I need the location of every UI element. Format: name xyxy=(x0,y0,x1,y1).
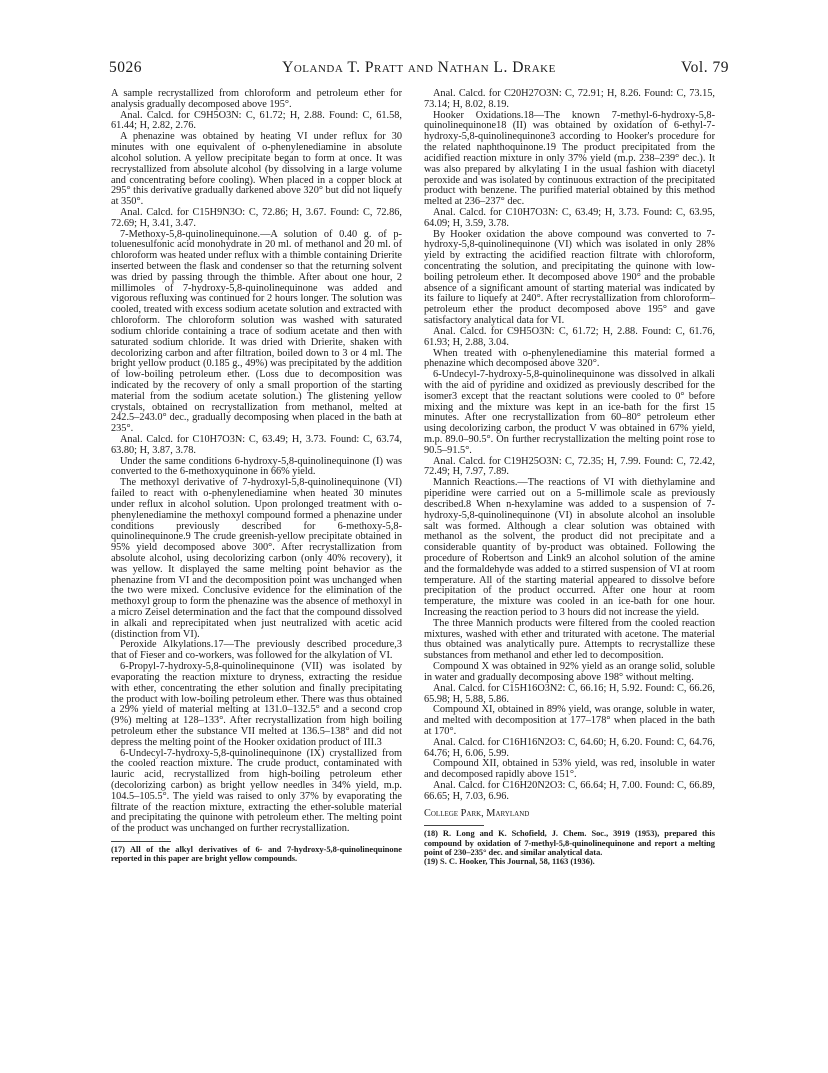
paragraph: The three Mannich products were filtered from the cooled reaction mixtures, washed with ether and triturated with acetone. The material thus obtained was analytically pure. Attempts to recrystallize these substances from methanol and ether led to decomposition. xyxy=(424,617,715,662)
footnote-rule xyxy=(111,841,171,842)
page-header xyxy=(109,59,729,81)
analysis-paragraph: Anal. Calcd. for C20H27O3N: C, 72.91; H, 8.26. Found: C, 73.15, 73.14; H, 8.02, 8.19. xyxy=(424,88,715,110)
analysis-paragraph: Anal. Calcd. for C19H25O3N: C, 72.35; H, 7.99. Found: C, 72.42, 72.49; H, 7.97, 7.89. xyxy=(424,455,715,478)
analysis-paragraph: Anal. Calcd. for C10H7O3N: C, 63.49; H, 3.73. Found: C, 63.74, 63.80; H, 3.87, 3.78. xyxy=(111,434,402,456)
footnote-rule xyxy=(424,825,484,826)
analysis-paragraph: Anal. Calcd. for C15H16O3N2: C, 66.16; H, 5.92. Found: C, 66.26, 65.98; H, 5.88, 5.86. xyxy=(424,682,715,705)
paragraph: Compound XI, obtained in 89% yield, was orange, soluble in water, and melted with decomposition at 177–178° when placed in the bath at 170°. xyxy=(424,704,715,737)
right-column xyxy=(424,89,715,867)
paragraph: Under the same conditions 6-hydroxy-5,8-quinolinequinone (I) was converted to the 6-methoxyquinone in 66% yield. xyxy=(111,455,402,478)
paragraph: Compound X was obtained in 92% yield as an orange solid, soluble in water and gradually decomposing above 198° without melting. xyxy=(424,661,715,683)
paragraph: The methoxyl derivative of 7-hydroxyl-5,8-quinolinequinone (VI) failed to react with o-phenylenediamine when heated 30 minutes under reflux in alcohol solution. Upon prolonged treatment with o-phenylenediamine the methoxyl compound formed a phenazine under conditions previously described for 6-methoxy-5,8-quinolinequinone.9 The crude greenish-yellow precipitate obtained in 95% yield decomposed above 300°. After recrystallization from absolute alcohol, using decolorizing carbon (only 40% recovery), it was yellow. It displayed the same melting point behavior as the phenazine from VI and the decomposition point was unchanged when the two were mixed. Conclusive evidence for the elimination of the methoxyl group to form the phenazine was the absence of methoxyl in a micro Zeisel determination and the fact that the compound dissolved in alkali and reprecipitated when just neutralized with acetic acid (distinction from VI). xyxy=(111,477,402,640)
volume-number: Vol. 79 xyxy=(680,59,729,76)
analysis-paragraph: Anal. Calcd. for C16H20N2O3: C, 66.64; H, 7.00. Found: C, 66.89, 66.65; H, 7.03, 6.96. xyxy=(424,780,715,802)
left-column xyxy=(111,89,402,864)
section-paragraph: Mannich Reactions.—The reactions of VI with diethylamine and piperidine were carried out on a 5-millimole scale as previously described.8 When n-hexylamine was added to a suspension of 7-hydroxy-5,8-quinolinequinone (VI) in absolute alcohol an insoluble salt was formed. Although a clear solution was obtained with methanol as the solvent, the product did not precipitate and a considerable quantity of by-product was obtained. Following the procedure of Robertson and Link9 an alcohol solution of the amine and the formaldehyde was added to a stirred suspension of VI at room temperature. All of the starting material appeared to dissolve before precipitation of the product occurred. After one hour at room temperature, the mixture was cooled in an ice-bath for one hour. Increasing the reaction period to 3 hours did not increase the yield. xyxy=(424,477,715,618)
paragraph: 6-Undecyl-7-hydroxy-5,8-quinolinequinone (IX) crystallized from the cooled reaction mixture. The crude product, contaminated with lauric acid, recrystallized from high-boiling petroleum ether (decolorizing carbon) as bright yellow needles in 34% yield, m.p. 104.5–105.5°. The yield was raised to only 37% by evaporating the filtrate of the reaction mixture, extracting the ether-soluble material and precipitating the quinone with petroleum ether. The melting point of the product was unchanged on further recrystallization. xyxy=(111,747,402,835)
running-authors: Yolanda T. Pratt and Nathan L. Drake xyxy=(282,59,556,76)
paragraph: When treated with o-phenylenediamine this material formed a phenazine which decomposed above 320°. xyxy=(424,347,715,370)
paragraph: 6-Undecyl-7-hydroxy-5,8-quinolinequinone was dissolved in alkali with the aid of pyridine and oxidized as previously described for the isomer3 except that the reactant solutions were cooled to 0° before mixing and the mixture was kept in an ice-bath for the first 15 minutes. After one recrystallization from 60–80° petroleum ether using decolorizing carbon, the product V was obtained in 67% yield, m.p. 89.0–90.5°. On further recrystallization the melting point rose to 90.5–91.5°. xyxy=(424,369,715,456)
paragraph: Compound XII, obtained in 53% yield, was red, insoluble in water and decomposed rapidly above 151°. xyxy=(424,758,715,781)
location-line: College Park, Maryland xyxy=(424,807,530,819)
analysis-paragraph: Anal. Calcd. for C16H16N2O3: C, 64.60; H, 6.20. Found: C, 64.76, 64.76; H, 6.06, 5.99. xyxy=(424,736,715,759)
paragraph: 6-Propyl-7-hydroxy-5,8-quinolinequinone (VII) was isolated by evaporating the reaction mixture to dryness, extracting the residue with ether, concentrating the ether solution and finally precipitating the product with low-boiling petroleum ether. There was thus obtained a 29% yield of material melting at 131.0–132.5° and a second crop (9%) melting at 128–133°. After recrystallization from high boiling petroleum ether the substance VII melted at 136.5–138° and did not depress the melting point of the Hooker oxidation product of III.3 xyxy=(111,661,402,748)
footnote: (17) All of the alkyl derivatives of 6- and 7-hydroxy-5,8-quinolinequinone reported in this paper are bright yellow compounds. xyxy=(111,845,402,864)
analysis-paragraph: Anal. Calcd. for C9H5O3N: C, 61.72; H, 2.88. Found: C, 61.76, 61.93; H, 2.88, 3.04. xyxy=(424,325,715,348)
paragraph: A sample recrystallized from chloroform and petroleum ether for analysis gradually decomposed above 195°. xyxy=(111,88,402,110)
paragraph: A phenazine was obtained by heating VI under reflux for 30 minutes with one equivalent of o-phenylenediamine in absolute alcohol solution. A yellow precipitate began to form at once. It was recrystallized from absolute alcohol (by dissolving in a large volume and concentrating before cooling). When placed in a copper block at 295° this derivative gradually darkened above 320° but did not liquefy at 350°. xyxy=(111,131,402,208)
paragraph: By Hooker oxidation the above compound was converted to 7-hydroxy-5,8-quinolinequinone (VI) which was isolated in only 28% yield by extracting the acidified reaction filtrate with chloroform, concentrating the solution, and precipitating the quinone with low-boiling petroleum ether. It decomposed above 190° and the probable absence of a significant amount of starting material was indicated by its failure to liquefy at 240°. After recrystallization from chloroform–petroleum ether the product decomposed above 195° and gave satisfactory analytical data for VI. xyxy=(424,228,715,327)
section-paragraph: Peroxide Alkylations.17—The previously described procedure,3 that of Fieser and co-workers, was followed for the alkylation of VI. xyxy=(111,639,402,662)
section-paragraph: Hooker Oxidations.18—The known 7-methyl-6-hydroxy-5,8-quinolinequinone18 (II) was obtained by oxidation of 6-ethyl-7-hydroxy-5,8-quinolinequinone3 according to Hooker's procedure for the related naphthoquinone.19 The product precipitated from the acidified reaction mixture in only 37% yield (m.p. 238–239° dec.). It was also prepared by alkylating I in the usual fashion with diacetyl peroxide and was isolated by continuous extraction of the precipitated product with benzene. The purified material obtained by this method melted at 236–237° dec. xyxy=(424,109,715,208)
section-paragraph: 7-Methoxy-5,8-quinolinequinone.—A solution of 0.40 g. of p-toluenesulfonic acid monohydrate in 20 ml. of methanol and 20 ml. of chloroform was heated under reflux with a thimble containing Drierite inserted between the flask and condenser so that the returning solvent was dried by passing through the thimble. After about one hour, 2 millimoles of 7-hydroxy-5,8-quinolinequinone was added and vigorous refluxing was continued for 2 hours longer. The solution was cooled, treated with excess sodium acetate solution and extracted with chloroform. The chloroform solution was washed with saturated sodium chloride containing a trace of sodium acetate and then with saturated sodium chloride. It was dried with Drierite, shaken with decolorizing carbon and after filtration, boiled down to 3 or 4 ml. The bright yellow product (0.185 g., 49%) was precipitated by the addition of low-boiling petroleum ether. (Loss due to decomposition was indicated by the recovery of only a small proportion of the starting material from the sodium acetate solution.) The glistening yellow crystals, obtained on recrystallization from methanol, melted at 242.5–243.0° dec., gradually decomposing when placed in the bath at 235°. xyxy=(111,228,402,435)
footnote: (18) R. Long and K. Schofield, J. Chem. Soc., 3919 (1953), prepared this compound by oxidation of 7-methyl-5,8-quinolinequinone and report a melting point of 230–235° dec. and similar analytical data. xyxy=(424,829,715,858)
analysis-paragraph: Anal. Calcd. for C15H9N3O: C, 72.86; H, 3.67. Found: C, 72.86, 72.69; H, 3.41, 3.47. xyxy=(111,206,402,229)
analysis-paragraph: Anal. Calcd. for C9H5O3N: C, 61.72; H, 2.88. Found: C, 61.58, 61.44; H, 2.82, 2.76. xyxy=(111,109,402,132)
footnote: (19) S. C. Hooker, This Journal, 58, 1163 (1936). xyxy=(424,857,595,867)
page-number: 5026 xyxy=(109,59,142,76)
analysis-paragraph: Anal. Calcd. for C10H7O3N: C, 63.49; H, 3.73. Found: C, 63.95, 64.09; H, 3.59, 3.78. xyxy=(424,206,715,229)
